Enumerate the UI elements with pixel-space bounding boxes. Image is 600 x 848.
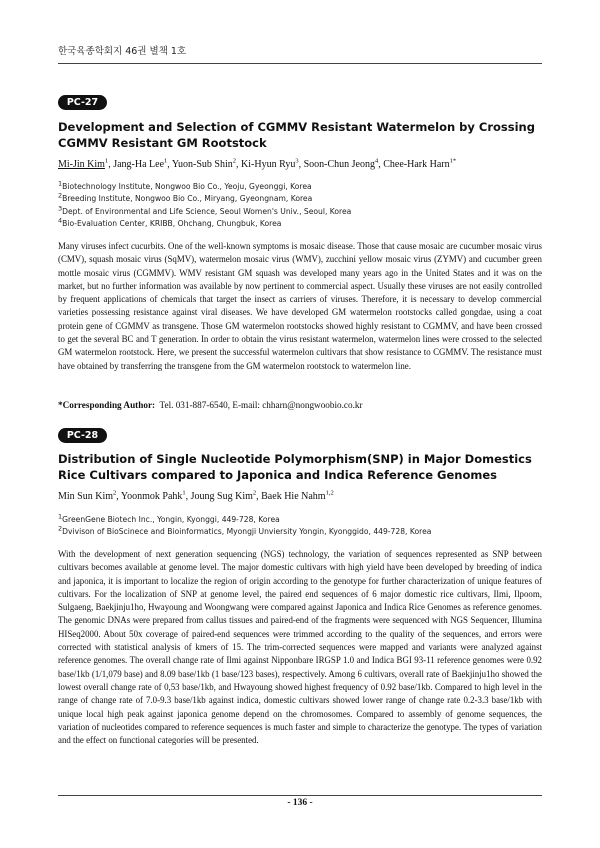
journal-header: 한국육종학회지 46권 별책 1호 bbox=[58, 46, 187, 57]
author-affiliation-mark: 3 bbox=[295, 157, 299, 165]
author-affiliation-mark: 1 bbox=[182, 489, 186, 497]
author-name: Joung Sug Kim bbox=[190, 491, 253, 502]
paper-abstract: With the development of next generation sequencing (NGS) technology, the variation of sequences represented as SNP between cultivars becomes available at genome level. The major domestic cultivars with high yield have been developed by breeding of indica and japonica, it is important to localize the region of origin according to the genotype for further characterization of unique features of cultivars. For the localization of SNP at genome level, the paired end sequences of 6 major domestic rice cultivars, Ilmi, Ilpoom, Sulgaeng, Baekjinju1ho, Hwayoung and Woongwang were compared against Japonica and Indica Rice Genomes as reference genomes. The genomic DNAs were prepared from callus tissues and paired-end of the fragments were sequenced with NGS Sequencer, Illumina HISeq2000. About 50x coverage of paired-end sequences were trimmed according to the quality of the sequences, and errors were corrected with statistical analysis of kmers of 15. The trim-corrected sequences were mapped and variants were analyzed against reference genomes. The overall change rate of Ilmi against Nipponbare IRGSP 1.0 and Indica BGI 93-11 reference genomes were 0.92 base/1kb (1/1,079 base) and 8.09 base/1kb (1 base/123 bases), respectively. Among 6 cultivars, overall rate of Baekjinju1ho showed the lowest overall change rate of 0,53 base/1kb, and Hwayoung showed highest frequency of 0.92 base/1kb. Compared to high level in the range of change rate of 7.0-9.3 base/1kb against indica, domestic cultivars showed lower range of change rate 0.2-3.3 base/1kb with unique local high peak against japonica genome depend on the chromosomes. Compared to assembly of genome sequences, the variation of nucleotides compared to reference sequences is much faster and simple to characterize the genotype. The types of variation and the effect on functional categories will be presented. bbox=[58, 549, 542, 746]
author-affiliation-mark: 1* bbox=[449, 157, 457, 165]
author-affiliation-mark: 1 bbox=[104, 157, 109, 165]
affiliation-line bbox=[58, 206, 542, 218]
author bbox=[121, 491, 186, 502]
author bbox=[191, 491, 256, 502]
author-name: Jang-Ha Lee bbox=[113, 159, 165, 170]
author-affiliation-mark: 2 bbox=[252, 489, 257, 497]
page-number: - 136 - bbox=[287, 798, 313, 808]
affiliation-list bbox=[58, 514, 542, 539]
affiliation-number: 4 bbox=[58, 216, 63, 225]
corresponding-tel: Tel. 031-887-6540, bbox=[159, 400, 231, 410]
affiliation-number: 2 bbox=[58, 191, 63, 200]
affiliation-line bbox=[58, 514, 542, 526]
affiliation-number: 3 bbox=[58, 204, 63, 213]
author bbox=[58, 159, 108, 170]
affiliation-line bbox=[58, 193, 542, 205]
affiliation-list bbox=[58, 181, 542, 230]
author bbox=[113, 159, 167, 170]
author-name: Yuon-Sub Shin bbox=[171, 159, 233, 170]
affiliation-line bbox=[58, 181, 542, 193]
author bbox=[383, 159, 456, 170]
author-list: Min Sun Kim$^2$, Yoonmok Pahk$^1$, Joung Sug Kim$^2$, Baek Hie Nahm$^{1,2}$ bbox=[58, 489, 334, 502]
paper-badge: PC-27 bbox=[58, 95, 107, 110]
corresponding-author bbox=[58, 399, 542, 411]
affiliation-line bbox=[58, 526, 542, 538]
author-name: Min Sun Kim bbox=[58, 491, 114, 502]
author-name: Ki-Hyun Ryu bbox=[241, 159, 296, 170]
author bbox=[304, 159, 379, 170]
footer-divider bbox=[58, 795, 542, 796]
author-list: Mi-Jin Kim$^1$, Jang-Ha Lee$^1$, Yuon-Sub Shin$^2$, Ki-Hyun Ryu$^3$, Soon-Chun Jeong$^4$, Chee-Hark Harn$^{1*}$ bbox=[58, 157, 457, 170]
author-affiliation-mark: 2 bbox=[232, 157, 237, 165]
paper-title: Distribution of Single Nucleotide Polymorphism(SNP) in Major Domestics Rice Cultivars compared to Japonica and Indica Reference Genomes bbox=[58, 452, 532, 482]
paper-abstract: Many viruses infect cucurbits. One of the well-known symptoms is mosaic disease. Those that cause mosaic are cucumber mosaic virus (CMV), squash mosaic virus (SqMV), watermelon mosaic virus (WMV), zucchini yellow mosaic virus (ZYMV) and cucumber green mottle mosaic virus (CGMMV). WMV resistant GM squash was developed many years ago in the United States and it was on the market, but no further information was available by now pertinent to commercial aspect. Usually these viruses are not easily controlled by frequent applications of chemicals that target the insect as carriers of viruses. Therefore, it is necessary to develop commercial varieties possessing resistance against viral diseases. We have developed GM watermelon rootstocks called gongdae, using a coat protein gene of CGMMV as transgene. Those GM watermelon rootstocks showed highly resistant to CGMMV, and have been crossed to get the several BC and T generation. In order to obtain the virus resistant watermelon, watermelon lines were crossed to the selected GM watermelon rootstock. Here, we present the successful watermelon cultivars that show resistance to CGMMV. The resistance must have obtained by transferring the transgene from the GM watermelon rootstock to watermelon line. bbox=[58, 241, 542, 371]
author bbox=[172, 159, 236, 170]
affiliation-line bbox=[58, 218, 542, 230]
paper-badge: PC-28 bbox=[58, 428, 107, 443]
author-affiliation-mark: 2 bbox=[113, 489, 117, 497]
corresponding-label: *Corresponding Author: bbox=[58, 400, 156, 410]
paper-title: Development and Selection of CGMMV Resistant Watermelon by Crossing CGMMV Resistant GM Rootstock bbox=[58, 120, 535, 150]
author-affiliation-mark: 4 bbox=[375, 157, 379, 165]
author-affiliation-mark: 1 bbox=[164, 157, 168, 165]
author-name: Yoonmok Pahk bbox=[120, 491, 183, 502]
affiliation-text: Dept. of Environmental and Life Science, Seoul Women's Univ., Seoul, Korea bbox=[62, 206, 352, 216]
corresponding-email: E-mail: chharn@nongwoobio.co.kr bbox=[232, 400, 363, 410]
affiliation-text: Dvivison of BioScinece and Bioinformatics, Myongji Unviersity Yongin, Kyonggido, 449-728, Korea bbox=[62, 527, 432, 537]
author-name: Mi-Jin Kim bbox=[58, 159, 105, 170]
affiliation-text: Breeding Institute, Nongwoo Bio Co., Miryang, Gyeongnam, Korea bbox=[62, 194, 313, 204]
author-name: Baek Hie Nahm bbox=[261, 491, 326, 502]
affiliation-number: 1 bbox=[58, 179, 63, 188]
affiliation-text: Biotechnology Institute, Nongwoo Bio Co., Yeoju, Gyeonggi, Korea bbox=[62, 182, 312, 191]
header-divider bbox=[58, 63, 542, 64]
affiliation-text: GreenGene Biotech Inc., Yongin, Kyonggi, 449-728, Korea bbox=[62, 515, 280, 524]
author-affiliation-mark: 1,2 bbox=[325, 489, 334, 497]
author-name: Soon-Chun Jeong bbox=[303, 159, 375, 170]
affiliation-text: Bio-Evaluation Center, KRIBB, Ohchang, Chungbuk, Korea bbox=[62, 218, 282, 228]
author-name: Chee-Hark Harn bbox=[383, 159, 450, 170]
affiliation-number: 2 bbox=[58, 524, 63, 533]
author bbox=[241, 159, 299, 170]
author bbox=[58, 491, 116, 502]
affiliation-number: 1 bbox=[58, 512, 63, 521]
author bbox=[261, 491, 334, 502]
